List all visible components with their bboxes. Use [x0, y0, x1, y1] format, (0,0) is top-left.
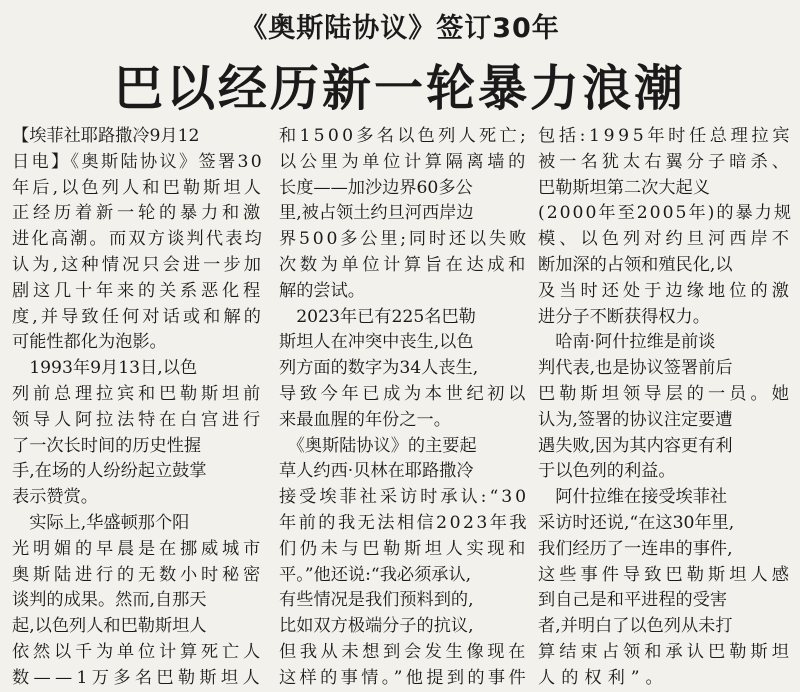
column-text-line: 及当时还处于边缘地位的激 — [538, 280, 793, 301]
column-text-line: 年前的我无法相信2023年我 — [279, 512, 530, 533]
column-text-line: 列前总理拉宾和巴勒斯坦前 — [12, 383, 264, 404]
article-column-2 — [279, 124, 529, 692]
column-text-line: 了一次长时间的历史性握 — [12, 435, 202, 456]
column-text-line: 可能性都化为泡影。 — [12, 332, 167, 353]
column-text-line: 被一名犹太右翼分子暗杀、 — [538, 151, 793, 172]
column-text-line: 遇失败,因为其内容更有利 — [538, 435, 733, 456]
column-text-line: 比如双方极端分子的抗议, — [279, 616, 474, 637]
column-text-line: 列方面的数字为34人丧生, — [279, 358, 479, 379]
column-text-line: 解的尝试。 — [279, 280, 365, 301]
article-column-3 — [538, 124, 793, 692]
column-text-line: 于以色列的利益。 — [538, 461, 676, 482]
column-text-line: 但我从未想到会发生像现在 — [279, 641, 529, 662]
column-text-line: 判代表,也是协议签署前后 — [538, 358, 733, 379]
column-text-line: 里,被占领土约旦河西岸边 — [279, 203, 474, 224]
column-text-line: 剧这几十年来的关系恶化程 — [12, 280, 264, 301]
column-text-line: 光明媚的早晨是在挪威城市 — [12, 538, 264, 559]
column-text-line: 们仍未与巴勒斯坦人实现和 — [279, 538, 529, 559]
column-text-line: 斯坦人在冲突中丧生,以色 — [279, 332, 474, 353]
column-text-line: 有些情况是我们预料到的, — [279, 590, 474, 611]
column-text-line: 日电】《奥斯陆协议》签署30 — [12, 151, 265, 172]
column-text-line: 度,并导致任何对话或和解的 — [12, 306, 265, 327]
column-text-line: 包括:1995年时任总理拉宾 — [538, 126, 794, 146]
article-kicker: 《奥斯陆协议》签订30年 — [240, 13, 560, 44]
article-headline: 巴以经历新一轮暴力浪潮 — [113, 60, 686, 117]
column-text-line: 认为,签署的协议注定要遭 — [538, 409, 733, 430]
article-column-1 — [12, 124, 264, 692]
column-text-line: 到自己是和平进程的受害 — [538, 590, 728, 611]
column-text-line: 领导人阿拉法特在白宫进行 — [12, 409, 264, 430]
column-text-line: 接受埃菲社采访时承认:“30 — [279, 487, 530, 508]
column-text-line: 起,以色列人和巴勒斯坦人 — [12, 616, 207, 637]
column-text-line: 导致今年已成为本世纪初以 — [279, 383, 529, 404]
column-text-line: 草人约西·贝林在耶路撒冷 — [279, 461, 474, 482]
column-text-line: 正经历着新一轮的暴力和激 — [12, 203, 264, 224]
column-text-line: 《奥斯陆协议》的主要起 — [279, 435, 477, 456]
column-text-line: 实际上,华盛顿那个阳 — [12, 512, 190, 533]
column-text-line: 1993年9月13日,以色 — [12, 358, 198, 379]
column-text-line: 谈判的成果。然而,自那天 — [12, 590, 207, 611]
column-text-line: (2000年至2005年)的暴力规 — [538, 203, 794, 224]
column-text-line: 表示赞赏。 — [12, 487, 98, 508]
column-text-line: 数——1万多名巴勒斯坦人 — [12, 667, 264, 688]
column-text-line: 这些事件导致巴勒斯坦人感 — [538, 564, 793, 585]
column-text-line: 断加深的占领和殖民化,以 — [538, 254, 733, 275]
column-text-line: 哈南·阿什拉维是前谈 — [538, 332, 716, 353]
column-text-line: 以公里为单位计算隔离墙的 — [279, 151, 529, 172]
column-text-line: 阿什拉维在接受埃菲社 — [538, 487, 728, 508]
column-text-line: 这样的事情。”他提到的事件 — [279, 667, 529, 688]
column-text-line: 我们经历了一连串的事件, — [538, 538, 733, 559]
column-text-line: 认为,这种情况只会进一步加 — [12, 254, 265, 275]
column-text-line: 界500多公里;同时还以失败 — [279, 229, 529, 250]
column-text-line: 者,并明白了以色列从未打 — [538, 616, 733, 637]
column-text-line: 【埃菲社耶路撒冷9月12 — [12, 126, 200, 146]
column-text-line: 依然以千为单位计算死亡人 — [12, 641, 264, 662]
column-text-line: 巴勒斯坦领导层的一员。她 — [538, 383, 793, 404]
column-text-line: 模、以色列对约旦河西岸不 — [538, 229, 793, 250]
column-text-line: 长度——加沙边界60多公 — [279, 177, 473, 198]
column-text-line: 次数为单位计算旨在达成和 — [279, 254, 529, 275]
column-text-line: 2023年已有225名巴勒 — [279, 306, 476, 327]
column-text-line: 来最血腥的年份之一。 — [279, 409, 451, 430]
column-text-line: 算结束占领和承认巴勒斯坦 — [538, 641, 793, 662]
column-text-line: 奥斯陆进行的无数小时秘密 — [12, 564, 264, 585]
column-text-line: 进分子不断获得权力。 — [538, 306, 710, 327]
column-text-line: 采访时还说,“在这30年里, — [538, 512, 735, 533]
column-text-line: 年后,以色列人和巴勒斯坦人 — [12, 177, 265, 198]
column-text-line: 人的权利”。 — [538, 667, 669, 688]
column-text-line: 和1500多名以色列人死亡; — [279, 126, 529, 146]
column-text-line: 进化高潮。而双方谈判代表均 — [12, 229, 265, 250]
column-text-line: 平。”他还说:“我必须承认, — [279, 564, 472, 585]
column-text-line: 手,在场的人纷纷起立鼓掌 — [12, 461, 207, 482]
column-text-line: 巴勒斯坦第二次大起义 — [538, 177, 710, 198]
